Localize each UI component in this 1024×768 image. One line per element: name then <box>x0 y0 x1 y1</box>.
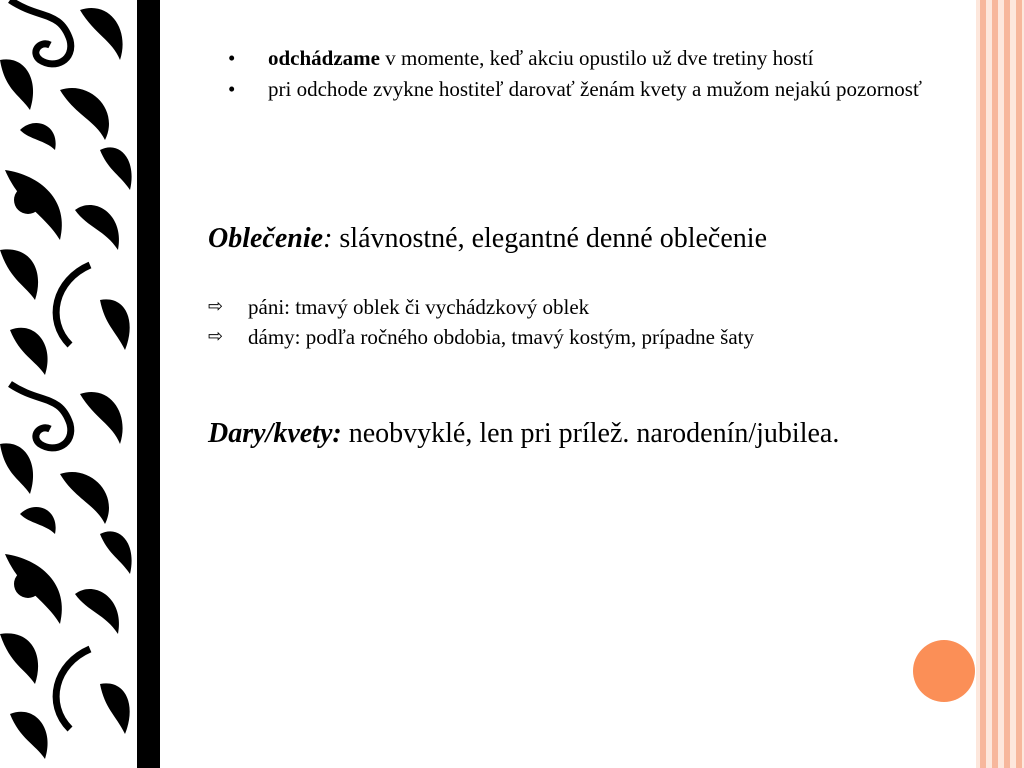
bullet-list <box>228 44 978 104</box>
bullet-item-leaving <box>228 44 978 73</box>
bullet-text: pri odchode zvykne hostiteľ darovať ženám kvety a mužom nejakú pozornosť <box>268 77 922 101</box>
gifts-text: neobvyklé, len pri prílež. narodenín/jubilea. <box>341 418 840 449</box>
bullet-item-gifts <box>228 75 978 104</box>
bullet-icon: • <box>228 46 236 70</box>
gifts-label: Dary/kvety: <box>208 418 342 449</box>
clothing-text: slávnostné, elegantné denné oblečenie <box>332 223 767 254</box>
clothing-item-text: páni: tmavý oblek či vychádzkový oblek <box>248 295 590 319</box>
gifts-heading <box>208 417 839 451</box>
clothing-item-text: dámy: podľa ročného obdobia, tmavý kostým, prípadne šaty <box>248 325 755 349</box>
arrow-icon: ⇨ <box>208 326 224 347</box>
clothing-list <box>208 292 754 352</box>
clothing-item-women <box>208 322 754 352</box>
clothing-heading <box>208 222 767 256</box>
bullet-icon: • <box>228 77 236 101</box>
bullet-text: v momente, keď akciu opustilo už dve tretiny hostí <box>380 46 814 70</box>
clothing-label: Oblečenie <box>208 223 324 254</box>
arrow-icon: ⇨ <box>208 296 224 317</box>
clothing-item-men <box>208 292 754 322</box>
bullet-bold: odchádzame <box>268 46 380 70</box>
clothing-colon: : <box>323 223 333 254</box>
